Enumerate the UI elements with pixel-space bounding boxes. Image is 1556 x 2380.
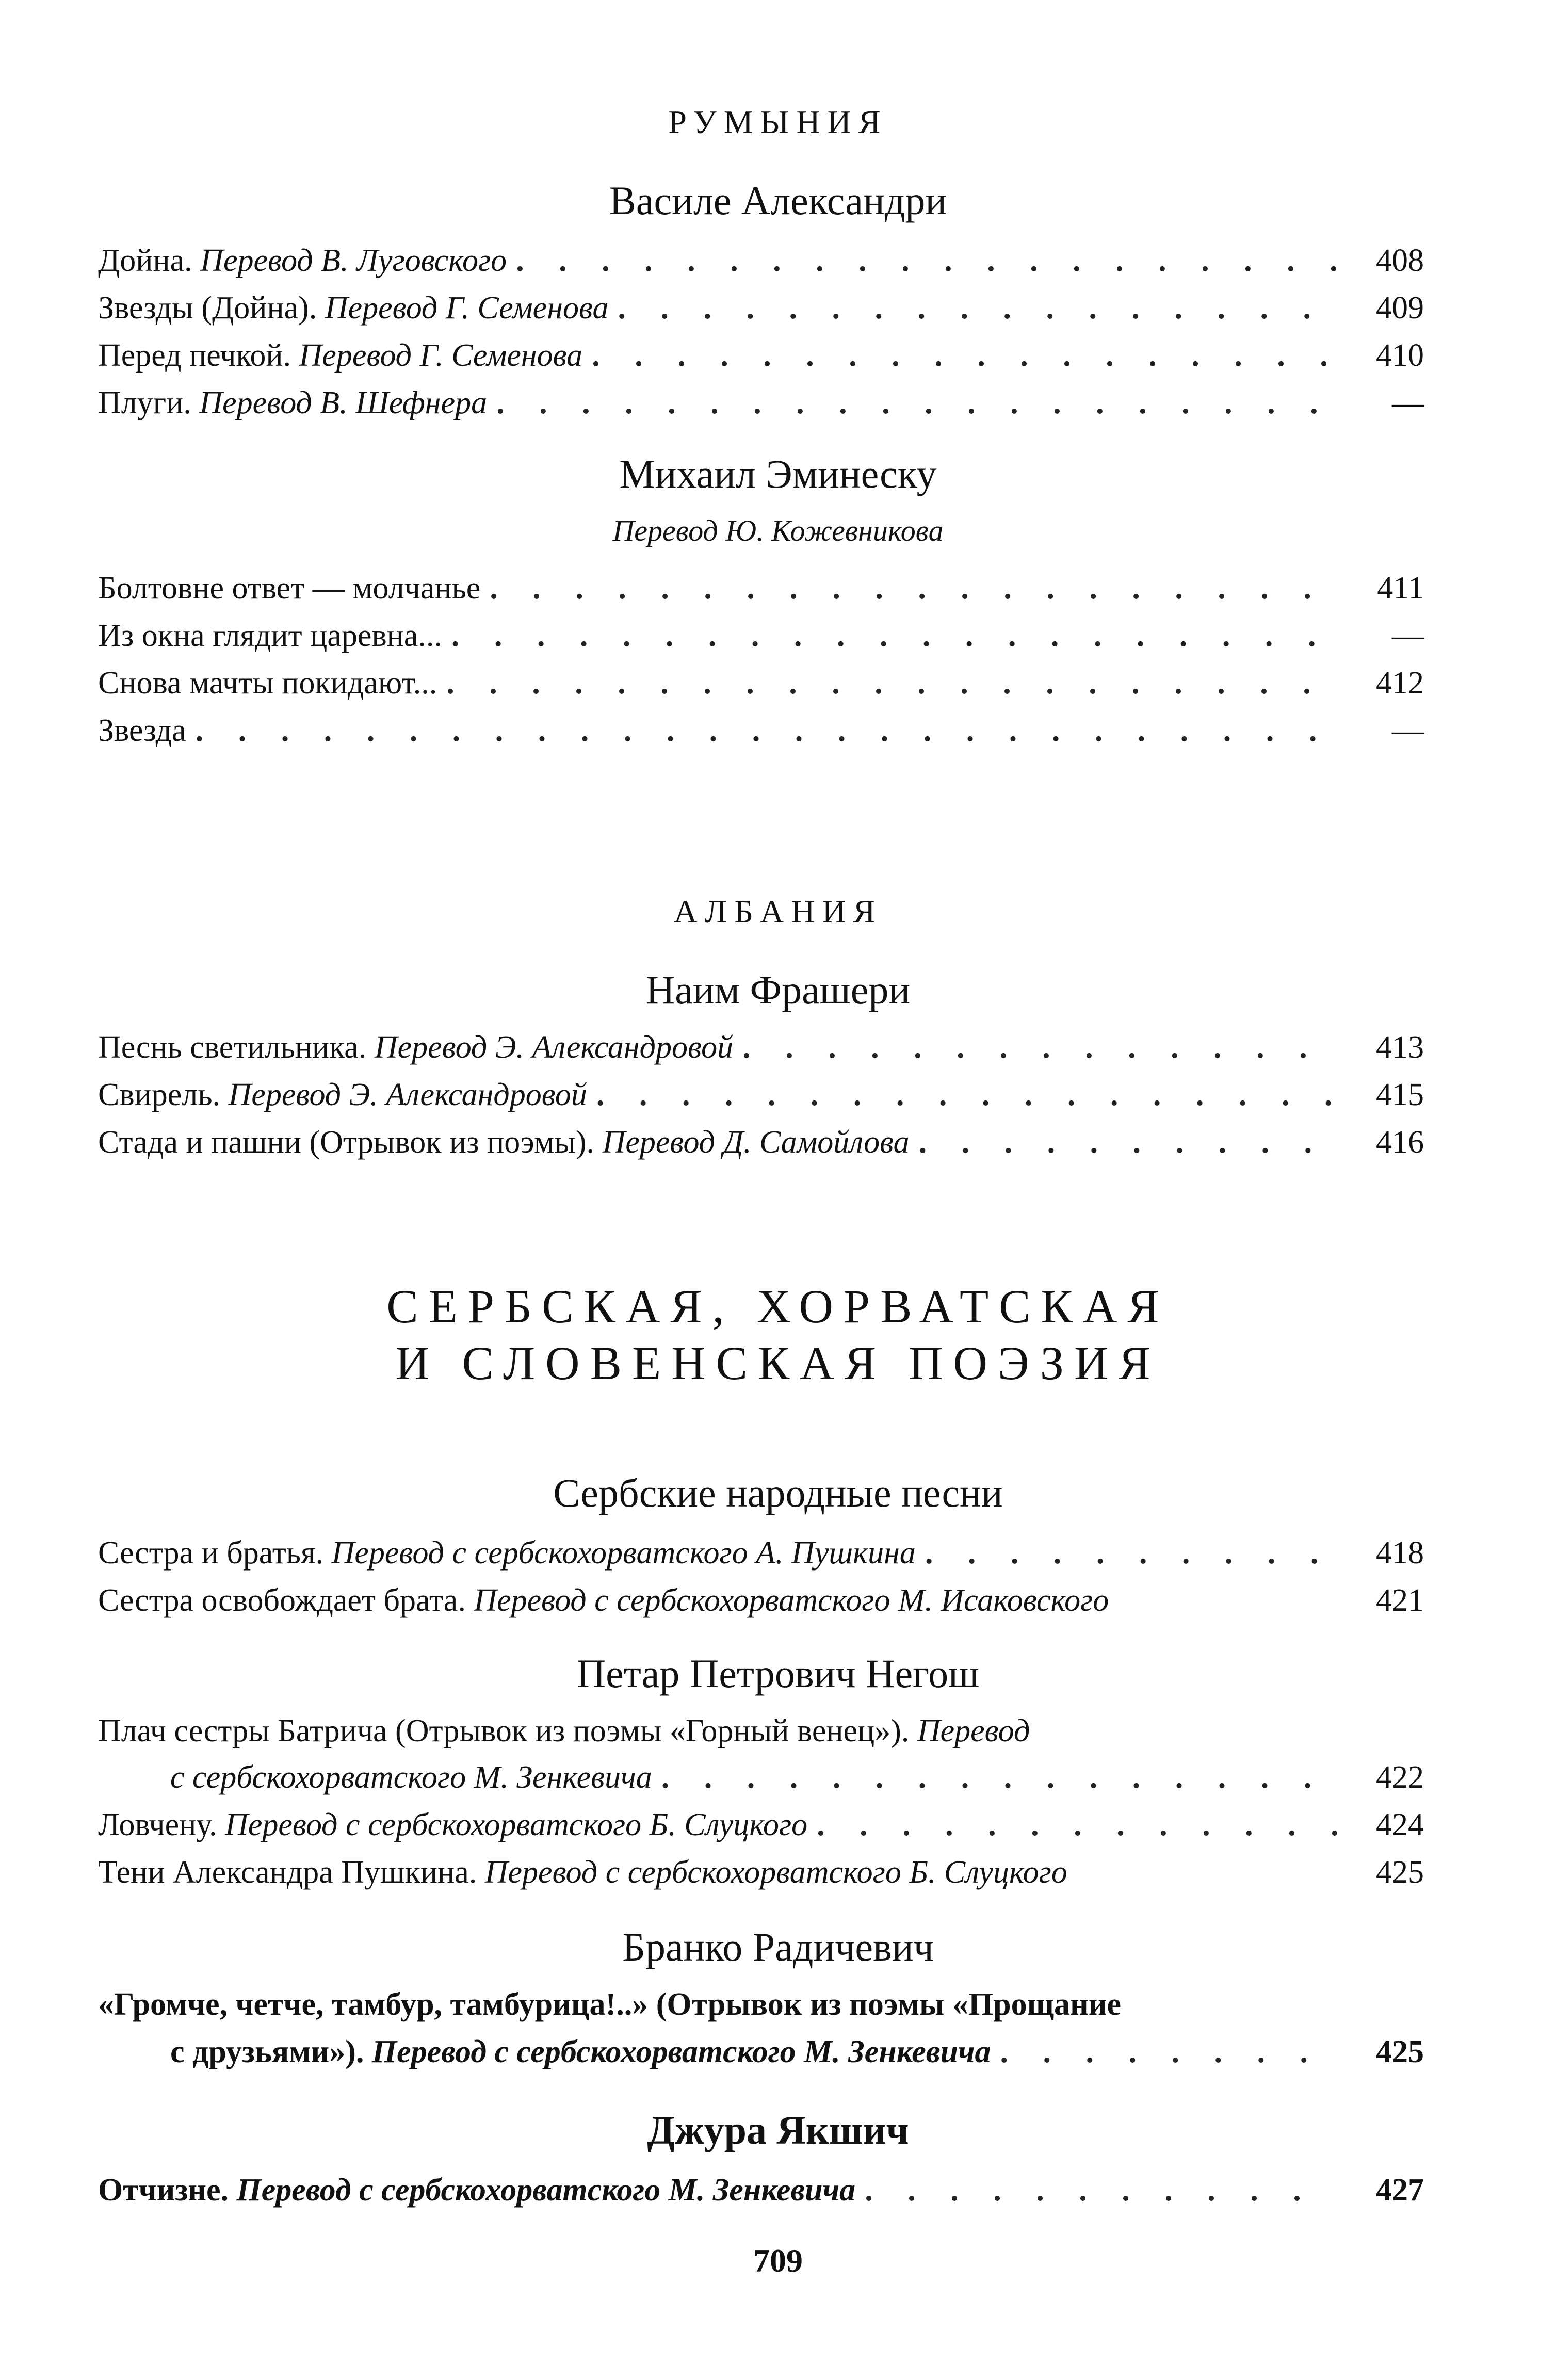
page-number: 709	[753, 2242, 803, 2279]
section-heading-romania: РУМЫНИЯ	[668, 104, 888, 140]
author-frasheri: Наим Фрашери	[645, 967, 911, 1012]
page-ref: 427	[1376, 2173, 1424, 2208]
author-radichevich: Бранко Радичевич	[622, 1924, 934, 1969]
toc-entry-line: «Громче, четче, тамбур, тамбурица!..» (Отрывок из поэмы «Прощание	[98, 1987, 1121, 2022]
page-ref: 424	[1376, 1807, 1424, 1842]
page-ref: 411	[1377, 571, 1424, 606]
toc-entry: Дойна. Перевод В. Луговского . . . 408	[98, 242, 1424, 279]
page-ref: —	[1392, 385, 1424, 420]
toc-entry: Из окна глядит царевна... . . . —	[98, 618, 1424, 654]
author-jakshich: Джура Якшич	[647, 2108, 909, 2152]
toc-entry: Ловчену. Перевод с сербскохорватского Б. Слуцкого . . . 424	[98, 1807, 1424, 1843]
page-ref: 425	[1376, 1855, 1424, 1890]
page-ref: 408	[1376, 243, 1424, 278]
page-ref: 415	[1376, 1077, 1424, 1112]
section-heading-serbian-line2: И СЛОВЕНСКАЯ ПОЭЗИЯ	[395, 1337, 1161, 1389]
toc-entry: Сестра и братья. Перевод с сербскохорватского А. Пушкина . . . 418	[98, 1535, 1424, 1571]
page-ref: 409	[1376, 290, 1424, 326]
toc-entry: Звезды (Дойна). Перевод Г. Семенова . . . 409	[98, 290, 1424, 326]
author-eminescu: Михаил Эминеску	[619, 451, 937, 496]
toc-entry: с друзьями»). Перевод с сербскохорватского М. Зенкевича . . . 425	[170, 2034, 1424, 2070]
page-ref: 416	[1376, 1125, 1424, 1160]
toc-entry: Стада и пашни (Отрывок из поэмы). Перевод Д. Самойлова . . . 416	[98, 1124, 1424, 1160]
toc-entry: с сербскохорватского М. Зенкевича . . . 422	[170, 1759, 1424, 1795]
toc-entry-line: Плач сестры Батрича (Отрывок из поэмы «Горный венец»). Перевод	[98, 1713, 1030, 1748]
author-serbian-folk: Сербские народные песни	[553, 1470, 1003, 1515]
toc-entry: Свирель. Перевод Э. Александровой . . . 415	[98, 1077, 1424, 1113]
section-heading-albania: АЛБАНИЯ	[673, 893, 883, 930]
page-ref: 418	[1376, 1535, 1424, 1571]
page-ref: 425	[1376, 2034, 1424, 2069]
author-negosh: Петар Петрович Негош	[576, 1651, 980, 1696]
toc-entry: Звезда . . . —	[98, 713, 1424, 749]
toc-entry: Сестра освобождает брата. Перевод с сербскохорватского М. Исаковского 421	[98, 1583, 1424, 1618]
page-ref: 412	[1376, 666, 1424, 701]
page-ref: —	[1392, 618, 1424, 653]
page-ref: —	[1392, 713, 1424, 748]
toc-entry: Тени Александра Пушкина. Перевод с сербскохорватского Б. Слуцкого 425	[98, 1855, 1424, 1890]
toc-entry: Песнь светильника. Перевод Э. Александровой . . . 413	[98, 1029, 1424, 1065]
page-ref: 410	[1376, 338, 1424, 373]
toc-entry: Снова мачты покидают... . . . 412	[98, 665, 1424, 701]
page-ref: 413	[1376, 1030, 1424, 1065]
toc-entry: Отчизне. Перевод с сербскохорватского М. Зенкевича . . . 427	[98, 2172, 1424, 2208]
author-translator-note: Перевод Ю. Кожевникова	[612, 514, 944, 547]
section-heading-serbian-line1: СЕРБСКАЯ, ХОРВАТСКАЯ	[386, 1280, 1170, 1333]
page-ref: 422	[1376, 1760, 1424, 1795]
toc-entry: Болтовне ответ — молчанье . . . 411	[98, 570, 1424, 606]
toc-entry: Перед печкой. Перевод Г. Семенова . . . 410	[98, 337, 1424, 374]
page-ref: 421	[1376, 1583, 1424, 1618]
author-alecsandri: Василе Александри	[609, 178, 947, 223]
toc-entry: Плуги. Перевод В. Шефнера . . . —	[98, 385, 1424, 421]
